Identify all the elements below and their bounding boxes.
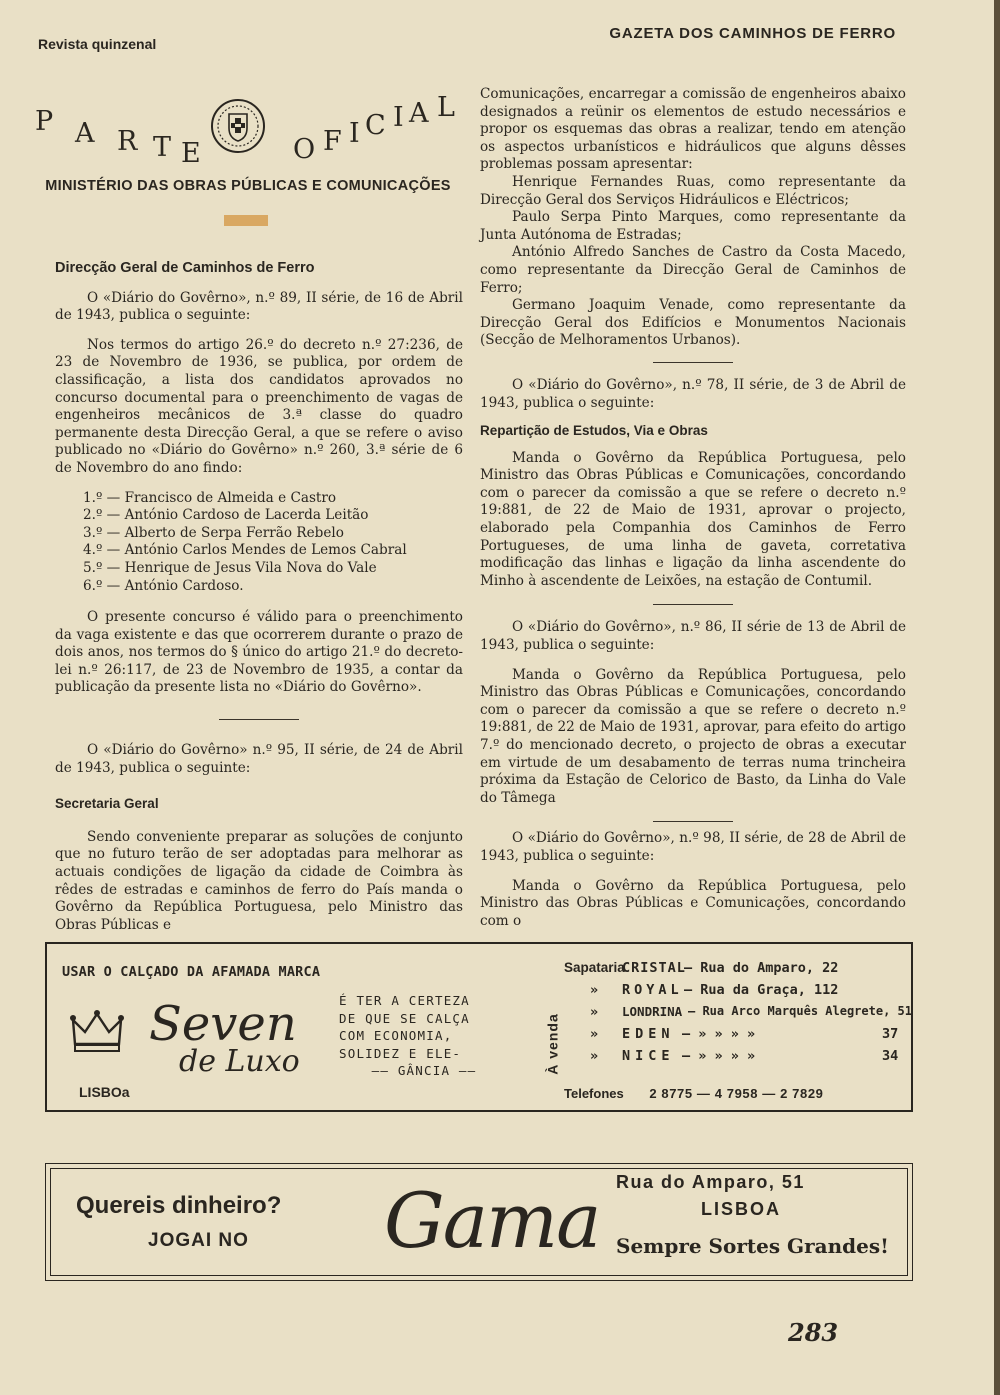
slogan-line: —— GÂNCIA —— <box>371 1063 477 1078</box>
divider <box>219 719 299 720</box>
candidate-list <box>55 490 463 596</box>
list-item: 3.º — Alberto de Serpa Ferrão Rebelo <box>83 524 344 541</box>
slogan-line: DE QUE SE CALÇA <box>339 1010 470 1026</box>
shop-prefix: » <box>590 1026 599 1042</box>
paragraph: O «Diário do Govêrno», n.º 78, II série, de 3 de Abril de 1943, publica o seguinte: <box>480 376 906 411</box>
shop-prefix: » <box>590 982 599 998</box>
shop-name: CRISTAL <box>622 960 686 976</box>
masthead-letter: O <box>293 134 316 165</box>
paragraph: O presente concurso é válido para o preenchimento da vaga existente e das que ocorrerem durante o prazo de dois anos, nos termos do § único do artigo 21.º do decreto-lei n.º 26:117, de 23 de Novembro de 1935, a contar da publicação da presente lista no «Diário do Govêrno». <box>55 609 463 696</box>
ad-city: LISBOA <box>701 1199 782 1219</box>
section-subheading: Secretaria Geral <box>55 796 159 812</box>
section-heading: Direcção Geral de Caminhos de Ferro <box>55 260 315 276</box>
slogan-line: COM ECONOMIA, <box>339 1028 453 1043</box>
masthead-letter: T <box>153 132 172 163</box>
right-column <box>480 86 906 930</box>
telephones-label: Telefones <box>564 1086 624 1101</box>
shop-row <box>564 1048 904 1070</box>
masthead-letter: L <box>437 92 455 123</box>
slogan-line: SOLIDEZ E ELE- <box>339 1045 462 1061</box>
slogan-line: É TER A CERTEZA <box>339 993 470 1008</box>
paragraph: O «Diário do Govêrno» n.º 95, II série, de 24 de Abril de 1943, publica o seguinte: <box>55 742 463 776</box>
shop-address: — Rua do Amparo, 22 <box>684 960 839 976</box>
masthead-letter: P <box>35 106 54 137</box>
header-left: Revista quinzenal <box>38 36 157 52</box>
divider <box>653 821 733 822</box>
masthead-letter: A <box>75 118 95 149</box>
list-item: 4.º — António Carlos Mendes de Lemos Cabral <box>83 542 407 559</box>
paragraph: Manda o Govêrno da República Portuguesa, pelo Ministro das Obras Públicas e Comunicações, concordando com o parecer da comissão a que se refere o decreto n.º 19:881, de 22 de Maio de 1931, aprovar o projecto, elaborado pela Companhia dos Caminhos de Ferro Portugueses, de uma linha de gaveta, corretativa modificação das linhas e ligação da linha ascendente do Minho à ascendente de Leixões, na estação de Contumil. <box>480 449 906 589</box>
ad-slogan <box>339 992 509 1080</box>
shop-prefix: » <box>590 1048 599 1064</box>
shop-number: 37 <box>882 1026 899 1042</box>
shop-address: — Rua da Graça, 112 <box>684 982 839 998</box>
telephone-numbers: 2 8775 — 4 7958 — 2 7829 <box>649 1086 824 1101</box>
ad-cta: JOGAI NO <box>148 1230 249 1251</box>
shop-row <box>564 982 904 1004</box>
ad-question: Quereis dinheiro? <box>76 1192 282 1219</box>
divider <box>653 362 733 363</box>
crown-icon <box>69 1008 125 1056</box>
shop-list <box>564 960 912 1070</box>
brand-logo: Gama <box>384 1176 600 1265</box>
list-item: 6.º — António Cardoso. <box>83 577 244 594</box>
shop-row <box>564 1004 912 1026</box>
masthead-letter: R <box>117 126 138 157</box>
shop-prefix: Sapataria <box>564 960 625 975</box>
masthead-letter: I <box>393 102 404 133</box>
shop-name: LONDRINA <box>622 1004 683 1019</box>
ad-tagline: USAR O CALÇADO DA AFAMADA MARCA <box>62 964 321 980</box>
telephones <box>564 1086 823 1101</box>
page-edge <box>994 0 1000 1395</box>
ad-slogan: Sempre Sortes Grandes! <box>616 1234 889 1258</box>
shop-address: — » » » » <box>682 1026 756 1042</box>
divider <box>653 604 733 605</box>
paragraph: Manda o Govêrno da República Portuguesa, pelo Ministro das Obras Públicas e Comunicações, concordando com o <box>480 877 906 929</box>
paragraph: O «Diário do Govêrno», n.º 98, II série, de 28 de Abril de 1943, publica o seguinte: <box>480 830 906 864</box>
list-item: 2.º — António Cardoso de Lacerda Leitão <box>83 507 369 524</box>
page-number: 283 <box>788 1318 839 1347</box>
paragraph: O «Diário do Govêrno», n.º 86, II série de 13 de Abril de 1943, publica o seguinte: <box>480 619 906 654</box>
shop-name: NICE <box>622 1048 675 1064</box>
shop-address: — Rua Arco Marquês Alegrete, 51 <box>688 1004 912 1018</box>
lottery-advertisement <box>45 1163 913 1281</box>
shop-row <box>564 960 904 982</box>
paragraph: Manda o Govêrno da República Portuguesa, pelo Ministro das Obras Públicas e Comunicações, concordando com o parecer da comissão a que se refere o decreto n.º 19:881, de 22 de Maio de 1931, aprovar, para efeito do artigo 7.º do mencionado decreto, o projecto de obras a executar em virtude de um desabamento de terras numa trincheira próxima da Estação de Celorico de Basto, da Linha do Vale do Tâmega <box>480 666 906 806</box>
paragraph: Henrique Fernandes Ruas, como representante da Direcção Geral dos Serviços Hidráulicos e Eléctricos; <box>480 173 906 208</box>
brand-city: LISBOa <box>79 1084 130 1100</box>
brand-logo: Seven <box>149 996 297 1052</box>
shop-row <box>564 1026 904 1048</box>
shoe-advertisement <box>45 942 913 1112</box>
shop-name: EDEN <box>622 1026 675 1042</box>
masthead-letter: E <box>181 138 201 169</box>
vertical-label: À venda <box>544 1013 561 1075</box>
shop-address: — » » » » <box>682 1048 756 1064</box>
paragraph: Sendo conveniente preparar as soluções de conjunto que no futuro terão de ser adoptadas para melhorar as actuais condições de ligação da cidade de Coimbra às rêdes de estradas e caminhos de ferro do País manda o Govêrno da República Portuguesa, pelo Ministro das Obras Públicas e <box>55 828 463 933</box>
section-subheading: Repartição de Estudos, Via e Obras <box>480 423 708 439</box>
coat-of-arms-icon <box>210 98 266 154</box>
masthead-letter: I <box>349 118 360 149</box>
paragraph: Paulo Serpa Pinto Marques, como representante da Junta Autónoma de Estradas; <box>480 209 906 243</box>
ministry-title: MINISTÉRIO DAS OBRAS PÚBLICAS E COMUNICAÇÕES <box>45 178 451 194</box>
shop-prefix: » <box>590 1004 599 1020</box>
paragraph: O «Diário do Govêrno», n.º 89, II série, de 16 de Abril de 1943, publica o seguinte: <box>55 289 463 324</box>
ad-address: Rua do Amparo, 51 <box>616 1172 805 1192</box>
brand-logo-sub: de Luxo <box>179 1044 300 1079</box>
masthead-letter: A <box>409 98 429 129</box>
paragraph: Comunicações, encarregar a comissão de engenheiros abaixo designados a reünir os elementos de estudo necessários e propor os esquemas das obras a realizar, tendo em atenção os aspectos urbanísticos e hidráulicos que alguns dêsses problemas possam apresentar: <box>480 86 906 173</box>
header-right: GAZETA DOS CAMINHOS DE FERRO <box>609 25 896 42</box>
left-column <box>55 260 463 934</box>
list-item: 5.º — Henrique de Jesus Vila Nova do Vale <box>83 559 377 576</box>
masthead-letter: C <box>365 110 386 141</box>
ornament <box>224 215 268 226</box>
paragraph: Nos termos do artigo 26.º do decreto n.º 27:236, de 23 de Novembro de 1936, se publica, por ordem de classificação, a lista dos candidatos aprovados no concurso documental para o preenchimento de vagas de engenheiros mecânicos de 3.ª classe do quadro permanente desta Direcção Geral, a que se refere o aviso publicado no «Diário do Govêrno» n.º 260, 3.ª série de 6 de Novembro do ano findo: <box>55 336 463 476</box>
shop-number: 34 <box>882 1048 899 1064</box>
paragraph: Germano Joaquim Venade, como representante da Direcção Geral dos Edifícios e Monumentos Nacionais (Secção de Melhoramentos Urbanos). <box>480 297 906 349</box>
paragraph: António Alfredo Sanches de Castro da Costa Macedo, como representante da Direcção Geral de Caminhos de Ferro; <box>480 244 906 296</box>
masthead-letter: F <box>323 126 342 157</box>
list-item: 1.º — Francisco de Almeida e Castro <box>83 489 337 506</box>
shop-name: ROYAL <box>622 982 683 998</box>
